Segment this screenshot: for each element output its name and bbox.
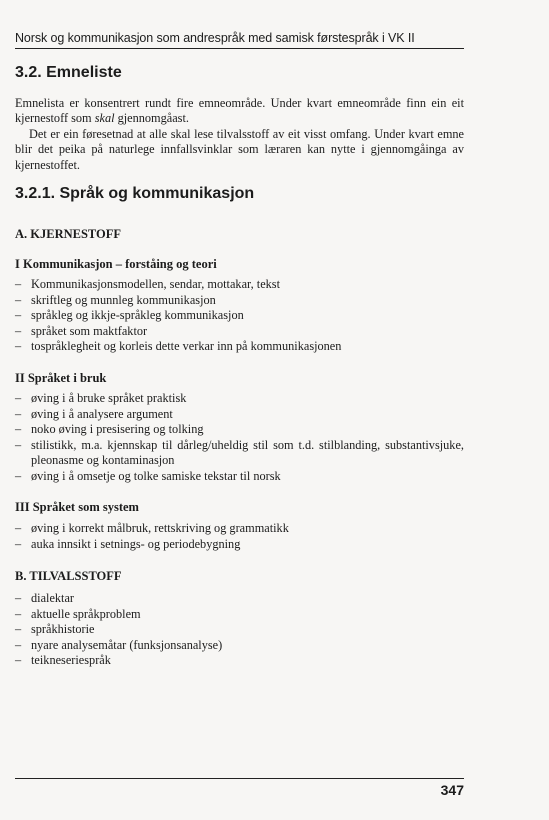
list-item-text: øving i korrekt målbruk, rettskriving og grammatikk (31, 521, 289, 535)
list-item: – noko øving i presisering og tolking (15, 422, 204, 436)
running-header: Norsk og kommunikasjon som andrespråk med samisk førstespråk i VK II (15, 31, 415, 45)
list-item-text: aktuelle språkproblem (31, 606, 141, 621)
tilvalsstoff-heading: B. TILVALSSTOFF (15, 569, 122, 583)
list-item: – øving i å bruke språket praktisk (15, 391, 187, 405)
list-item: – tospråklegheit og korleis dette verkar inn på kommunikasjonen (15, 339, 342, 353)
page-number: 347 (440, 782, 464, 798)
list-item-text: språket som maktfaktor (31, 323, 148, 338)
list-item: – øving i korrekt målbruk, rettskriving og grammatikk (15, 521, 289, 535)
list-item: – auka innsikt i setnings- og periodebygning (15, 536, 241, 551)
list-item: – språkleg og ikkje-språkleg kommunikasjon (15, 308, 244, 322)
list-item: – skriftleg og munnleg kommunikasjon (15, 292, 216, 307)
group-3-heading: III Språket som system (15, 500, 139, 514)
list-item-text: tospråklegheit og korleis dette verkar inn på kommunikasjonen (31, 339, 342, 353)
group-2-heading: II Språket i bruk (15, 371, 107, 385)
list-item-text: noko øving i presisering og tolking (31, 422, 204, 436)
list-item-text: øving i å omsetje og tolke samiske tekstar til norsk (31, 468, 281, 483)
intro-text: Emnelista er konsentrert rundt fire emneområde. Under kvart emneområde finn ein eit kjernestoff som (15, 96, 464, 126)
list-item: – Kommunikasjonsmodellen, sendar, mottakar, tekst (15, 277, 281, 291)
list-item-text: øving i å bruke språket praktisk (31, 391, 187, 405)
tilvalsstoff-list (15, 591, 464, 669)
list-item-text: språkhistorie (31, 622, 95, 636)
list-item: – språkhistorie (15, 622, 95, 636)
list-item-text: teikneseriespråk (31, 653, 111, 667)
list-item: – nyare analysemåtar (funksjonsanalyse) (15, 637, 223, 652)
list-item-text: Kommunikasjonsmodellen, sendar, mottakar, tekst (31, 277, 281, 291)
footer-rule (15, 778, 464, 779)
intro-paragraph-2 (15, 127, 464, 173)
document-page (15, 0, 464, 820)
group-2-list (15, 391, 464, 484)
intro-emphasis: skal (94, 111, 115, 126)
group-1-list (15, 277, 464, 355)
list-item-text: nyare analysemåtar (funksjonsanalyse) (31, 637, 223, 652)
list-item-text: skriftleg og munnleg kommunikasjon (31, 292, 216, 307)
group-3-list (15, 521, 464, 552)
subsection-title: 3.2.1. Språk og kommunikasjon (15, 185, 255, 202)
list-item: – aktuelle språkproblem (15, 606, 141, 621)
intro-paragraph-2-text: Det er ein føresetnad at alle skal lese tilvalsstoff av eit visst omfang. Under kvart emne blir det peika på naturlege innfallsvinklar som læraren kan nytte i gjennomgåinga av kjernestoffet. (15, 127, 464, 172)
list-item: – dialektar (15, 591, 75, 605)
group-1-heading: I Kommunikasjon – forståing og teori (15, 257, 217, 271)
list-item-text: språkleg og ikkje-språkleg kommunikasjon (31, 308, 244, 322)
kjernestoff-heading: A. KJERNESTOFF (15, 227, 122, 241)
header-rule (15, 48, 464, 49)
list-item-text: stilistikk, m.a. kjennskap til dårleg/uheldig stil som t.d. stilblanding, substantivsjuke, pleonasme og kontaminasjon (31, 437, 464, 467)
list-item-text: auka innsikt i setnings- og periodebygning (31, 536, 241, 551)
list-item: – øving i å analysere argument (15, 406, 173, 421)
list-item: – språket som maktfaktor (15, 323, 148, 338)
intro-text-end: gjennomgåast. (114, 111, 189, 126)
list-item-text: dialektar (31, 591, 75, 605)
intro-paragraph-1 (15, 96, 464, 127)
list-item: – stilistikk, m.a. kjennskap til dårleg/uheldig stil som t.d. stilblanding, substantivsjuke, pleonasme og kontaminasjon (15, 437, 464, 467)
list-item: – teikneseriespråk (15, 653, 111, 667)
list-item-text: øving i å analysere argument (31, 406, 173, 421)
list-item: – øving i å omsetje og tolke samiske tekstar til norsk (15, 468, 281, 483)
section-title: 3.2. Emneliste (15, 64, 122, 81)
